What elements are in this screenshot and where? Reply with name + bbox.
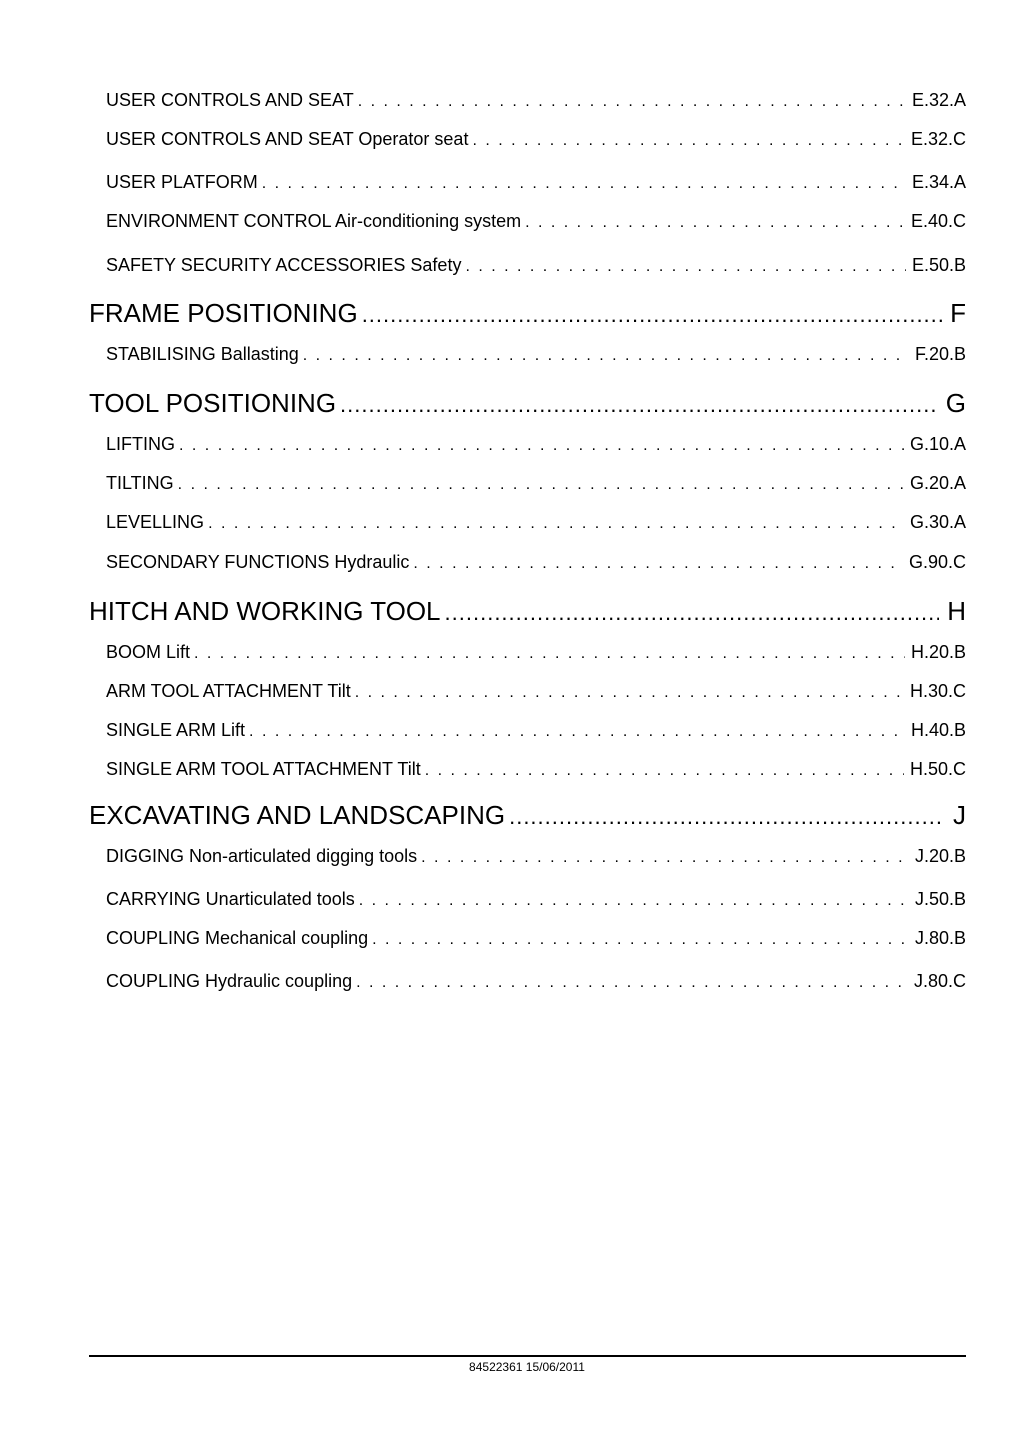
- toc-entry-code: H.20.B: [910, 642, 966, 662]
- toc-entry-code: J.20.B: [914, 846, 966, 866]
- toc-section-heading[interactable]: [89, 298, 966, 329]
- toc-entry-code: G.10.A: [909, 434, 966, 454]
- toc-entry-label: COUPLING Mechanical coupling: [106, 928, 369, 948]
- dot-leader: [208, 515, 904, 533]
- toc-entry-label: USER CONTROLS AND SEAT Operator seat: [106, 129, 469, 149]
- toc-section-heading[interactable]: [89, 388, 966, 419]
- toc-entry[interactable]: [106, 512, 966, 533]
- toc-entry-code: H.30.C: [909, 681, 966, 701]
- toc-entry[interactable]: [106, 971, 966, 992]
- toc-entry[interactable]: [106, 720, 966, 741]
- dot-leader: [525, 214, 905, 232]
- toc-entry-code: H.40.B: [910, 720, 966, 740]
- toc-entry-label: SINGLE ARM Lift: [106, 720, 246, 740]
- toc-entry[interactable]: [106, 255, 966, 276]
- dot-leader: [362, 302, 942, 328]
- toc-section-heading[interactable]: [89, 800, 966, 831]
- toc-entry-code: E.40.C: [910, 211, 966, 231]
- footer-divider: [89, 1355, 966, 1357]
- toc-entry-code: G.30.A: [909, 512, 966, 532]
- toc-entry-label: TILTING: [106, 473, 174, 493]
- dot-leader: [359, 892, 909, 910]
- toc-entry-code: J.80.C: [913, 971, 966, 991]
- dot-leader: [445, 600, 940, 626]
- toc-section-code: G: [945, 388, 966, 418]
- toc-entry-label: COUPLING Hydraulic coupling: [106, 971, 353, 991]
- dot-leader: [465, 258, 906, 276]
- dot-leader: [421, 849, 909, 867]
- dot-leader: [425, 762, 904, 780]
- toc-entry-label: ENVIRONMENT CONTROL Air-conditioning system: [106, 211, 522, 231]
- toc-entry-code: E.34.A: [911, 172, 966, 192]
- toc-entry-code: E.32.A: [911, 90, 966, 110]
- toc-section-label: TOOL POSITIONING: [89, 388, 337, 418]
- toc-entry-label: ARM TOOL ATTACHMENT Tilt: [106, 681, 351, 701]
- toc-entry-code: J.80.B: [914, 928, 966, 948]
- dot-leader: [178, 476, 904, 494]
- dot-leader: [413, 555, 903, 573]
- dot-leader: [340, 392, 938, 418]
- dot-leader: [262, 175, 906, 193]
- toc-section-label: EXCAVATING AND LANDSCAPING: [89, 800, 506, 830]
- toc-entry[interactable]: [106, 211, 966, 232]
- toc-section-code: H: [947, 596, 966, 626]
- toc-entry-label: CARRYING Unarticulated tools: [106, 889, 355, 909]
- toc-entry[interactable]: [106, 642, 966, 663]
- dot-leader: [356, 974, 908, 992]
- toc-entry[interactable]: [106, 129, 966, 150]
- toc-entry[interactable]: [106, 172, 966, 193]
- toc-entry-label: DIGGING Non-articulated digging tools: [106, 846, 418, 866]
- dot-leader: [358, 93, 906, 111]
- toc-entry-code: G.20.A: [909, 473, 966, 493]
- dot-leader: [472, 132, 905, 150]
- dot-leader: [509, 804, 945, 830]
- toc-entry-label: STABILISING Ballasting: [106, 344, 299, 364]
- dot-leader: [194, 645, 905, 663]
- dot-leader: [249, 723, 905, 741]
- toc-entry-code: J.50.B: [914, 889, 966, 909]
- toc-entry-label: SAFETY SECURITY ACCESSORIES Safety: [106, 255, 462, 275]
- toc-entry-label: LIFTING: [106, 434, 176, 454]
- toc-entry-label: USER CONTROLS AND SEAT: [106, 90, 354, 110]
- toc-entry[interactable]: [106, 846, 966, 867]
- dot-leader: [355, 684, 904, 702]
- toc-entry-label: SINGLE ARM TOOL ATTACHMENT Tilt: [106, 759, 421, 779]
- toc-entry[interactable]: [106, 552, 966, 573]
- dot-leader: [179, 437, 904, 455]
- toc-entry-code: E.32.C: [910, 129, 966, 149]
- toc-entry-label: BOOM Lift: [106, 642, 191, 662]
- toc-section-code: F: [950, 298, 966, 328]
- toc-entry[interactable]: [106, 928, 966, 949]
- toc-entry[interactable]: [106, 889, 966, 910]
- toc-entry-code: G.90.C: [908, 552, 966, 572]
- toc-entry[interactable]: [106, 473, 966, 494]
- toc-entry-label: SECONDARY FUNCTIONS Hydraulic: [106, 552, 410, 572]
- toc-entry-code: E.50.B: [911, 255, 966, 275]
- toc-section-label: FRAME POSITIONING: [89, 298, 358, 328]
- dot-leader: [303, 347, 909, 365]
- toc-entry[interactable]: [106, 759, 966, 780]
- toc-section-code: J: [953, 800, 966, 830]
- toc-entry[interactable]: [106, 681, 966, 702]
- toc-entry[interactable]: [106, 434, 966, 455]
- toc-entry[interactable]: [106, 344, 966, 365]
- toc-section-label: HITCH AND WORKING TOOL: [89, 596, 441, 626]
- toc-entry-code: H.50.C: [909, 759, 966, 779]
- toc-section-heading[interactable]: [89, 596, 966, 627]
- toc-entry-label: LEVELLING: [106, 512, 205, 532]
- dot-leader: [372, 931, 909, 949]
- footer-document-number: 84522361 15/06/2011: [469, 1360, 585, 1374]
- toc-entry-label: USER PLATFORM: [106, 172, 258, 192]
- toc-entry[interactable]: [106, 90, 966, 111]
- toc-entry-code: F.20.B: [914, 344, 966, 364]
